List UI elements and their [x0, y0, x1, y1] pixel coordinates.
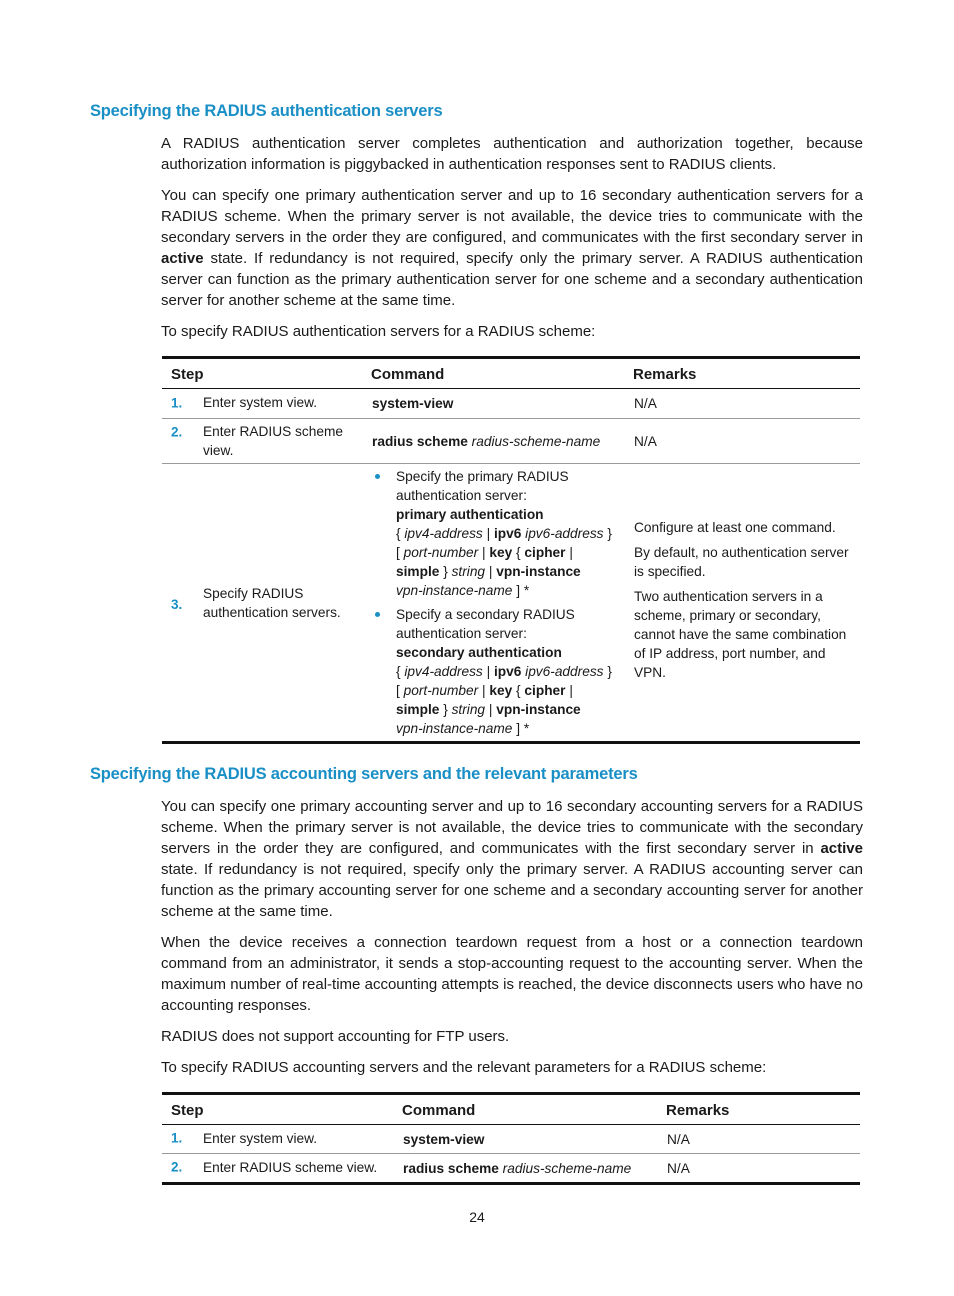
remarks-cell: N/A — [624, 389, 860, 419]
step-number: 3. — [171, 597, 183, 612]
step-text: Enter system view. — [203, 395, 318, 410]
header-command: Command — [393, 1094, 657, 1125]
command-cell: radius scheme radius-scheme-name — [362, 419, 624, 464]
command-cell — [362, 464, 624, 743]
section-heading-authentication-servers: Specifying the RADIUS authentication servers — [90, 102, 443, 120]
paragraph: A RADIUS authentication server completes authentication and authorization together, because authorization information is piggybacked in authentication responses sent to RADIUS clients. — [161, 135, 863, 173]
step-text: Enter RADIUS scheme view. — [203, 424, 343, 458]
paragraph: You can specify one primary accounting server and up to 16 secondary accounting servers for a RADIUS scheme. When the primary server is not available, the device tries to communicate with the secondary servers in the order they are configured, and communicates with the first secondary server in active state. If redundancy is not required, specify only the primary server. A RADIUS accounting server can function as the primary accounting server for one scheme and a secondary accounting server for another scheme at the same time. — [161, 798, 863, 920]
table-row — [162, 389, 860, 419]
auth-servers-table — [162, 356, 860, 744]
remarks-cell: N/A — [657, 1154, 860, 1184]
bullet-secondary: Specify a secondary RADIUS authentication server: secondary authentication { ipv4-address | ipv6 ipv6-address } [ port-number | key { cipher | simple } string | vpn-instance vpn-instance-name ] * — [372, 605, 624, 738]
accounting-servers-table — [162, 1092, 860, 1185]
header-remarks: Remarks — [624, 358, 860, 389]
step-text: Enter RADIUS scheme view. — [203, 1159, 378, 1175]
bullet-icon — [375, 612, 380, 617]
step-number: 2. — [171, 424, 183, 440]
step-cell — [162, 464, 362, 743]
command-cell: radius scheme radius-scheme-name — [393, 1154, 657, 1184]
remarks-cell: N/A — [624, 419, 860, 464]
page-number: 24 — [469, 1209, 485, 1225]
table-header-row — [162, 1094, 860, 1125]
step-cell — [162, 419, 362, 464]
table-header-row — [162, 358, 860, 389]
header-remarks: Remarks — [657, 1094, 860, 1125]
step-number: 2. — [171, 1159, 183, 1175]
table-intro: To specify RADIUS accounting servers and the relevant parameters for a RADIUS scheme: — [161, 1059, 767, 1076]
header-step: Step — [162, 358, 362, 389]
paragraph: You can specify one primary authentication server and up to 16 secondary authentication servers for a RADIUS scheme. When the primary server is not available, the device tries to communicate with the secondary servers in the order they are configured, and communicates with the first secondary server in active state. If redundancy is not required, specify only the primary server. A RADIUS authentication server can function as the primary authentication server for one scheme and a secondary authentication server for another scheme at the same time. — [161, 187, 863, 309]
remarks-cell: Configure at least one command. By default, no authentication server is specified. Two authentication servers in a scheme, primary or secondary, cannot have the same combination of IP address, port number, and VPN. — [624, 464, 860, 743]
step-text: Enter system view. — [203, 1130, 318, 1146]
step-cell — [162, 389, 362, 419]
table-row — [162, 464, 860, 743]
step-text: Specify RADIUS authentication servers. — [203, 585, 341, 620]
bullet-primary: Specify the primary RADIUS authentication server: primary authentication { ipv4-address | ipv6 ipv6-address } [ port-number | key { cipher | simple } string | vpn-instance vpn-instance-name ] * — [372, 467, 624, 600]
section-heading-accounting-servers: Specifying the RADIUS accounting servers and the relevant parameters — [90, 765, 638, 783]
table-row — [162, 419, 860, 464]
paragraph: RADIUS does not support accounting for FTP users. — [161, 1028, 510, 1045]
table-row — [162, 1154, 860, 1184]
section1-body — [161, 133, 863, 352]
section2-body — [161, 796, 863, 1088]
header-command: Command — [362, 358, 624, 389]
step-number: 1. — [171, 1130, 183, 1146]
remarks-cell: N/A — [657, 1125, 860, 1154]
command-cell: system-view — [393, 1125, 657, 1154]
table-intro: To specify RADIUS authentication servers for a RADIUS scheme: — [161, 323, 596, 340]
table-row — [162, 1125, 860, 1154]
step-cell — [162, 1154, 393, 1184]
bullet-icon — [375, 474, 380, 479]
paragraph: When the device receives a connection teardown request from a host or a connection teardown command from an administrator, it sends a stop-accounting request to the accounting server. When the maximum number of real-time accounting attempts is reached, the device disconnects users who have no accounting responses. — [161, 934, 863, 1014]
command-cell: system-view — [362, 389, 624, 419]
header-step: Step — [162, 1094, 393, 1125]
step-number: 1. — [171, 395, 183, 411]
step-cell — [162, 1125, 393, 1154]
